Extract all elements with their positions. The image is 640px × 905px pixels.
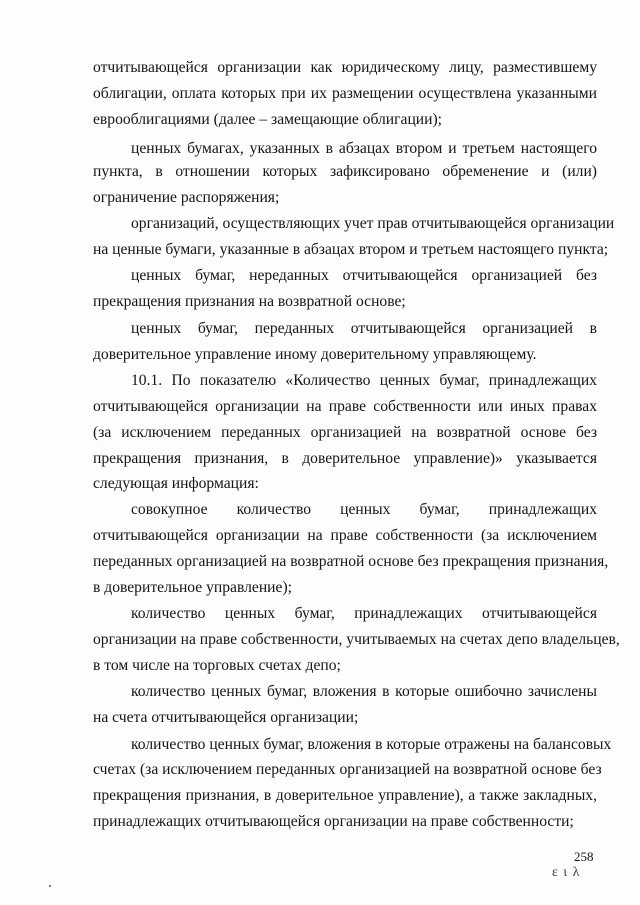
text-line: переданных организацией на возвратной основе без прекращения признания,	[93, 553, 609, 570]
page-number: 258	[574, 849, 594, 864]
text-line: следующая информация:	[93, 475, 259, 492]
text-line: прекращения признания, в доверительное управление), а также закладных,	[93, 787, 597, 804]
text-line: (за исключением переданных организацией на возвратной основе без	[93, 424, 597, 441]
text-line: на счета отчитывающейся организации;	[93, 709, 359, 726]
text-line: ценных бумаг, переданных отчитывающейся организацией в	[131, 320, 597, 337]
text-line: облигации, оплата которых при их размещении осуществлена указанными	[93, 85, 597, 102]
text-line: счетах (за исключением переданных организацией на возвратной основе без	[93, 761, 602, 778]
text-line: прекращения признания, в доверительное управление)» указывается	[93, 450, 597, 467]
text-line: совокупное количество ценных бумаг, принадлежащих	[131, 501, 597, 518]
text-line: доверительное управление иному доверительному управляющему.	[93, 346, 537, 363]
scan-speck	[49, 885, 51, 887]
text-line: ценных бумагах, указанных в абзацах втором и третьем настоящего	[131, 140, 597, 157]
text-line: еврооблигациями (далее – замещающие облигации);	[93, 111, 443, 128]
text-line: принадлежащих отчитывающейся организации на праве собственности;	[93, 813, 574, 830]
text-line: организации на праве собственности, учитываемых на счетах депо владельцев,	[93, 631, 620, 648]
text-line: ограничение распоряжения;	[93, 189, 280, 206]
text-line: 10.1. По показателю «Количество ценных бумаг, принадлежащих	[131, 372, 597, 389]
text-line: организаций, осуществляющих учет прав отчитывающейся организации	[131, 215, 615, 232]
text-line: отчитывающейся организации на праве собственности (за исключением	[93, 527, 597, 544]
text-line: отчитывающейся организации на праве собственности или иных правах	[93, 398, 597, 415]
text-line: в том числе на торговых счетах депо;	[93, 657, 341, 674]
text-line: количество ценных бумаг, вложения в которые ошибочно зачислены	[131, 683, 597, 700]
text-line: ценных бумаг, нереданных отчитывающейся организацией без	[131, 267, 597, 284]
archive-stamp: ε ι λ	[552, 865, 581, 880]
text-line: отчитывающейся организации как юридическому лицу, разместившему	[93, 59, 597, 76]
text-line: прекращения признания на возвратной основе;	[93, 293, 406, 310]
text-line: количество ценных бумаг, вложения в которые отражены на балансовых	[131, 736, 612, 753]
text-line: количество ценных бумаг, принадлежащих отчитывающейся	[131, 605, 597, 622]
text-line: пункта, в отношении которых зафиксировано обременение и (или)	[93, 163, 597, 180]
text-line: в доверительное управление);	[93, 579, 292, 596]
text-line: на ценные бумаги, указанные в абзацах втором и третьем настоящего пункта;	[93, 241, 609, 258]
